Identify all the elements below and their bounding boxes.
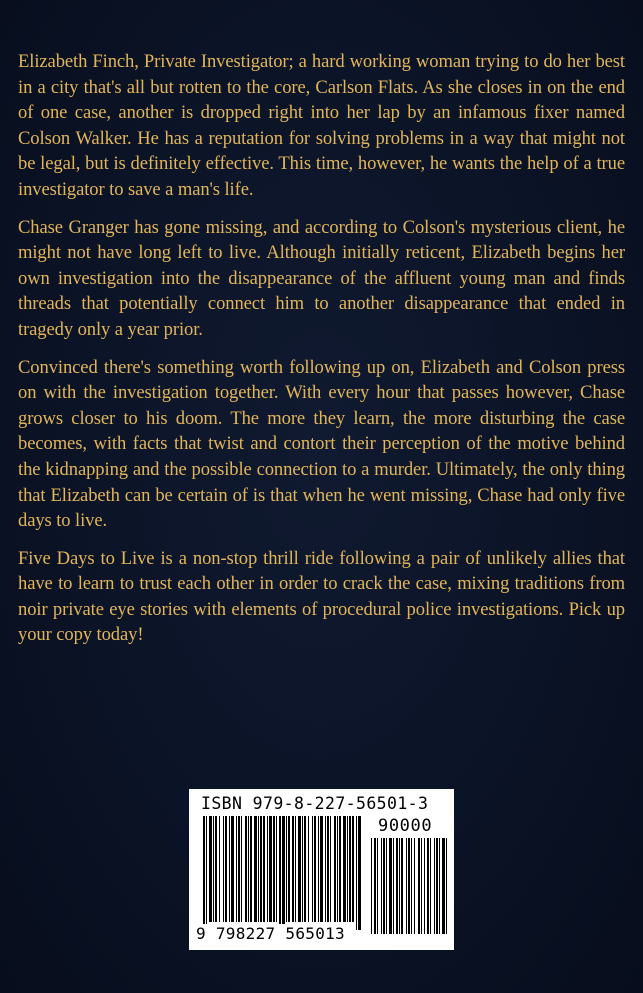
- barcode-bar: [339, 816, 341, 922]
- barcode-bar: [308, 816, 309, 922]
- addon-bar: [424, 838, 425, 934]
- addon-bar: [439, 838, 440, 934]
- barcode-bar: [273, 816, 275, 922]
- barcode-bar: [320, 816, 323, 922]
- barcode-bar: [304, 816, 306, 922]
- barcode-bar: [267, 816, 268, 922]
- barcode-bar: [229, 816, 230, 922]
- barcode-bar: [260, 816, 262, 922]
- barcode-bar: [352, 816, 354, 922]
- blurb-paragraph-4: Five Days to Live is a non-stop thrill ride following a pair of unlikely allies that have to learn to trust each other in order to crack the case, mixing traditions from noir private eye stories with elements of procedural police investigations. Pick up your copy today!: [18, 547, 625, 646]
- barcode-bar: [298, 816, 301, 922]
- barcode-bar: [327, 816, 329, 922]
- barcode-bar: [276, 816, 277, 922]
- blurb-text: [18, 49, 625, 660]
- barcode-bar: [213, 816, 214, 922]
- addon-bar: [401, 838, 403, 934]
- barcode-bar: [343, 816, 346, 922]
- addon-bar: [377, 838, 378, 934]
- addon-bar: [434, 838, 435, 934]
- addon-bar: [430, 838, 431, 934]
- barcode-bar: [349, 816, 351, 922]
- addon-bar: [436, 838, 438, 934]
- barcode-bar: [231, 816, 234, 922]
- addon-bar: [411, 838, 412, 934]
- barcode-bar: [250, 816, 252, 922]
- addon-bar: [396, 838, 398, 934]
- addon-bar: [383, 838, 385, 934]
- barcode-bar: [248, 816, 249, 922]
- addon-bar: [399, 838, 400, 934]
- addon-bar: [421, 838, 422, 934]
- blurb-paragraph-1: Elizabeth Finch, Private Investigator; a hard working woman trying to do her best in a city that's all but rotten to the core, Carlson Flats. As she closes in on the end of one case, another is dropped right into her lap by an infamous fixer named Colson Walker. He has a reputation for solving problems in a way that might not be legal, but is definitely effective. This time, however, he wants the help of a true investigator to save a man's life.: [18, 51, 625, 200]
- barcode-bar: [236, 816, 237, 922]
- addon-bar: [446, 838, 447, 934]
- barcode-bar: [279, 816, 281, 930]
- price-code: 90000: [378, 816, 433, 836]
- barcode-bar: [318, 816, 319, 922]
- addon-bar: [386, 838, 387, 934]
- addon-bar: [389, 838, 392, 934]
- barcode-bar: [292, 816, 294, 922]
- barcode-bar: [286, 816, 287, 922]
- blurb-paragraph-3: Convinced there's something worth following up on, Elizabeth and Colson press on with the investigation together. With every hour that passes however, Chase grows closer to his doom. The more they learn, the more disturbing the case becomes, with facts that twist and contort their perception of the motive behind the kidnapping and the possible connection to a murder. Ultimately, the only thing that Elizabeth can be certain of is that when he went missing, Chase had only five days to live.: [18, 356, 625, 532]
- addon-bar: [427, 838, 429, 934]
- barcode-bar: [225, 816, 227, 922]
- addon-bar: [442, 838, 445, 934]
- barcode-bar: [282, 816, 285, 930]
- barcode-bar: [356, 816, 357, 930]
- barcode-bar: [330, 816, 331, 922]
- barcode-bar: [325, 816, 326, 922]
- addon-bar: [406, 838, 407, 934]
- barcode-bar: [245, 816, 247, 922]
- barcode-bar: [203, 816, 205, 930]
- barcode-bar: [334, 816, 336, 922]
- addon-bar: [418, 838, 420, 934]
- barcode-bar: [258, 816, 259, 922]
- barcode-bar: [263, 816, 265, 922]
- isbn-label: ISBN 979-8-227-56501-3: [201, 794, 429, 813]
- barcode-bar: [238, 816, 240, 922]
- barcode-bar: [219, 816, 220, 922]
- addon-bar: [374, 838, 376, 934]
- barcode-bar: [358, 816, 361, 930]
- addon-bar: [408, 838, 410, 934]
- barcode-bar: [314, 816, 316, 922]
- barcode-bar: [312, 816, 313, 922]
- barcode-bar: [215, 816, 217, 922]
- barcode-bar: [209, 816, 212, 922]
- ean-digits: 9 798227 565013: [196, 924, 345, 943]
- isbn-barcode: [189, 789, 454, 950]
- addon-bar: [414, 838, 415, 934]
- barcode-bar: [347, 816, 348, 922]
- barcode-bar: [206, 816, 207, 930]
- barcode-bar: [269, 816, 272, 922]
- addon-bar: [393, 838, 394, 934]
- barcode-bar: [302, 816, 303, 922]
- barcode-bar: [241, 816, 242, 922]
- blurb-paragraph-2: Chase Granger has gone missing, and according to Colson's mysterious client, he might not have long left to live. Although initially reticent, Elizabeth begins her own investigation into the disappearance of the affluent young man and finds threads that potentially connect him to another disappearance that ended in tragedy only a year prior.: [18, 216, 625, 340]
- barcode-bar: [288, 816, 290, 922]
- barcode-bar: [254, 816, 257, 922]
- barcode-bar: [337, 816, 338, 922]
- barcode-bar: [223, 816, 224, 922]
- barcode-bar: [295, 816, 296, 922]
- addon-bar: [381, 838, 382, 934]
- addon-bar: [371, 838, 372, 934]
